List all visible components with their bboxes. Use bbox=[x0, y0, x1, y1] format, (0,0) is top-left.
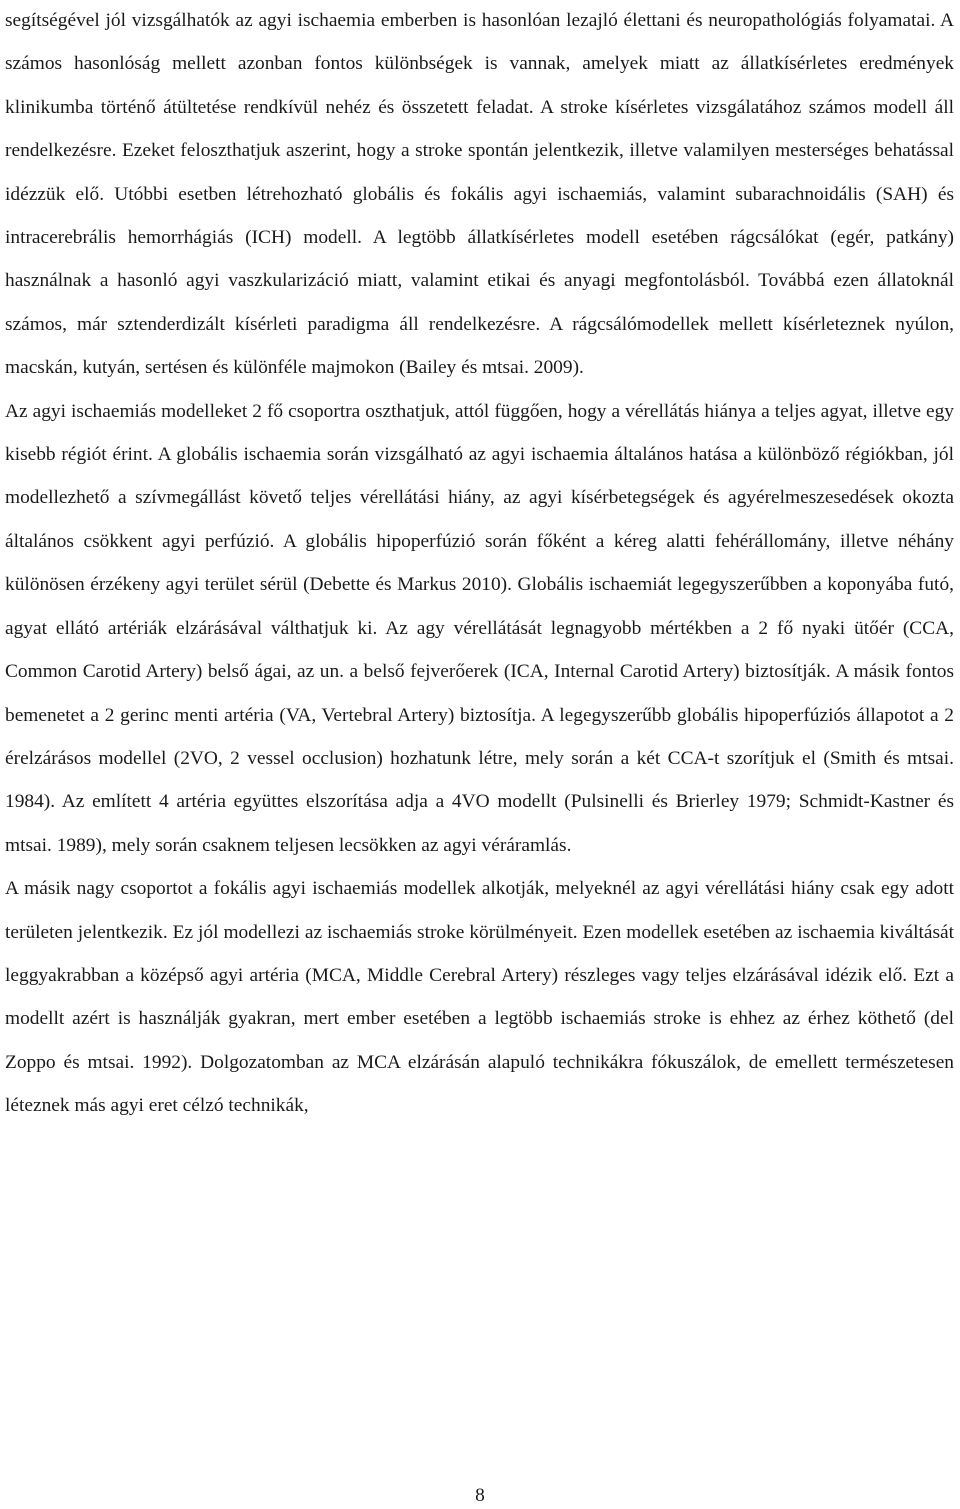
document-page bbox=[5, 0, 954, 1128]
body-paragraph: A másik nagy csoportot a fokális agyi ischaemiás modellek alkotják, melyeknél az agyi vérellátási hiány csak egy adott területen jelentkezik. Ez jól modellezi az ischaemiás stroke körülményeit. Ezen modellek esetében az ischaemia kiváltását leggyakrabban a középső agyi artéria (MCA, Middle Cerebral Artery) részleges vagy teljes elzárásával idézik elő. Ezt a modellt azért is használják gyakran, mert ember esetében a legtöbb ischaemiás stroke is ehhez az érhez köthető (del Zoppo és mtsai. 1992). Dolgozatomban az MCA elzárásán alapuló technikákra fókuszálok, de emellett természetesen léteznek más agyi eret célzó technikák, bbox=[5, 878, 954, 1117]
body-paragraph: segítségével jól vizsgálhatók az agyi ischaemia emberben is hasonlóan lezajló élettani és neuropathológiás folyamatai. A számos hasonlóság mellett azonban fontos különbségek is vannak, amelyek miatt az állatkísérletes eredmények klinikumba történő átültetése rendkívül nehéz és összetett feladat. A stroke kísérletes vizsgálatához számos modell áll rendelkezésre. Ezeket feloszthatjuk aszerint, hogy a stroke spontán jelentkezik, illetve valamilyen mesterséges behatással idézzük elő. Utóbbi esetben létrehozható globális és fokális agyi ischaemiás, valamint subarachnoidális (SAH) és intracerebrális hemorrhágiás (ICH) modell. A legtöbb állatkísérletes modell esetében rágcsálókat (egér, patkány) használnak a hasonló agyi vaszkularizáció miatt, valamint etikai és anyagi megfontolásból. Továbbá ezen állatoknál számos, már sztenderdizált kísérleti paradigma áll rendelkezésre. A rágcsálómodellek mellett kísérleteznek nyúlon, macskán, kutyán, sertésen és különféle majmokon (Bailey és mtsai. 2009). bbox=[5, 10, 954, 379]
body-paragraph: Az agyi ischaemiás modelleket 2 fő csoportra oszthatjuk, attól függően, hogy a vérellátás hiánya a teljes agyat, illetve egy kisebb régiót érint. A globális ischaemia során vizsgálható az agyi ischaemia általános hatása a különböző régiókban, jól modellezhető a szívmegállást követő teljes vérellátási hiány, az agyi kísérbetegségek és agyérelmeszesedések okozta általános csökkent agyi perfúzió. A globális hipoperfúzió során főként a kéreg alatti fehérállomány, illetve néhány különösen érzékeny agyi terület sérül (Debette és Markus 2010). Globális ischaemiát legegyszerűbben a koponyába futó, agyat ellátó artériák elzárásával válthatjuk ki. Az agy vérellátását legnagyobb mértékben a 2 fő nyaki ütőér (CCA, Common Carotid Artery) belső ágai, az un. a belső fejverőerek (ICA, Internal Carotid Artery) biztosítják. A másik fontos bemenetet a 2 gerinc menti artéria (VA, Vertebral Artery) biztosítja. A legegyszerűbb globális hipoperfúziós állapotot a 2 érelzárásos modellel (2VO, 2 vessel occlusion) hozhatunk létre, mely során a két CCA-t szorítjuk el (Smith és mtsai. 1984). Az említett 4 artéria együttes elszorítása adja a 4VO modellt (Pulsinelli és Brierley 1979; Schmidt-Kastner és mtsai. 1989), mely során csaknem teljesen lecsökken az agyi véráramlás. bbox=[5, 400, 954, 856]
page-number: 8 bbox=[475, 1485, 485, 1506]
